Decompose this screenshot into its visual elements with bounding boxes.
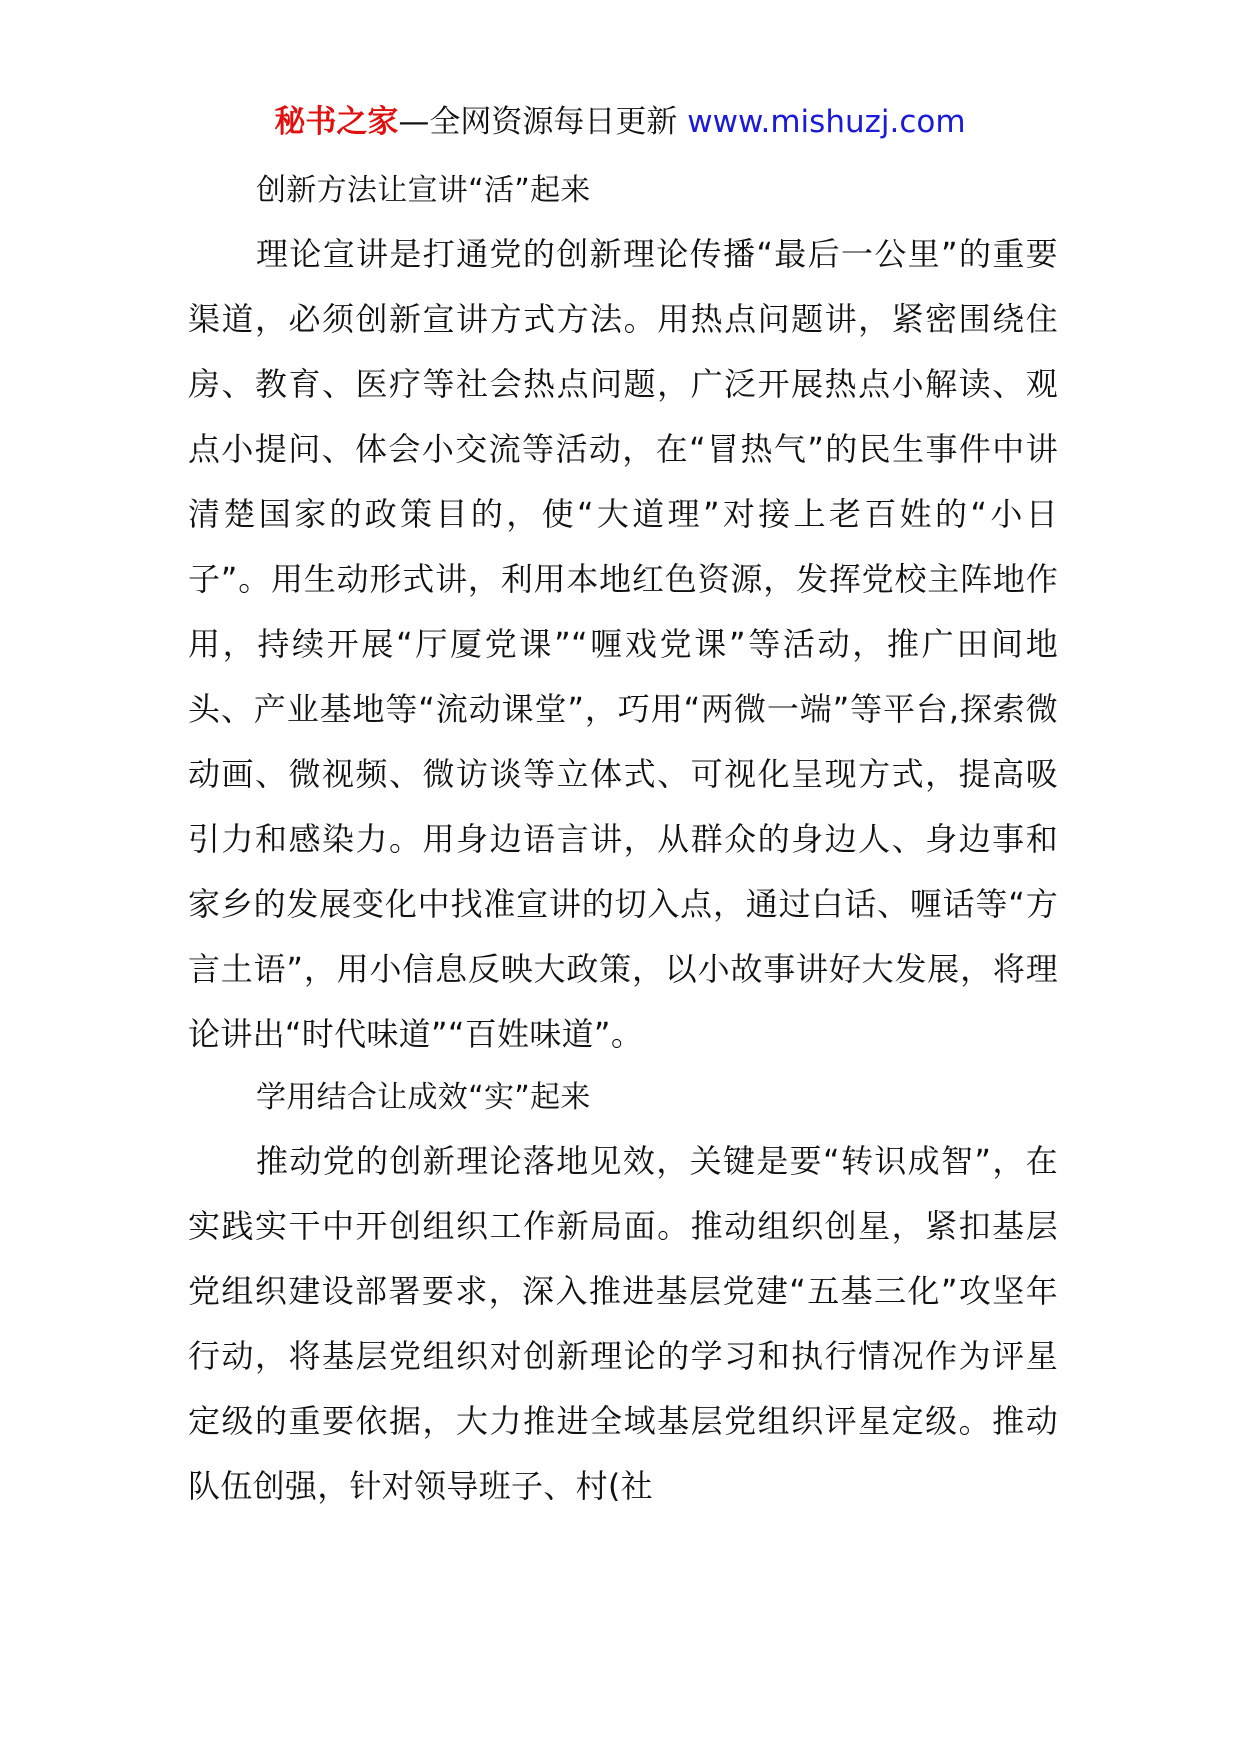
article-body: [188, 160, 1058, 1519]
body-paragraph: 理论宣讲是打通党的创新理论传播“最后一公里”的重要渠道，必须创新宣讲方式方法。用热点问题讲，紧密围绕住房、教育、医疗等社会热点问题，广泛开展热点小解读、观点小提问、体会小交流等活动，在“冒热气”的民生事件中讲清楚国家的政策目的，使“大道理”对接上老百姓的“小日子”。用生动形式讲，利用本地红色资源，发挥党校主阵地作用，持续开展“厅厦党课”“喱戏党课”等活动，推广田间地头、产业基地等“流动课堂”，巧用“两微一端”等平台,探索微动画、微视频、微访谈等立体式、可视化呈现方式，提高吸引力和感染力。用身边语言讲，从群众的身边人、身边事和家乡的发展变化中找准宣讲的切入点，通过白话、喱话等“方言土语”，用小信息反映大政策，以小故事讲好大发展，将理论讲出“时代味道”“百姓味道”。: [188, 235, 1058, 1053]
page-header: [0, 100, 1240, 144]
website-link[interactable]: www.mishuzj.com: [687, 104, 966, 140]
section-heading: 创新方法让宣讲“活”起来: [256, 173, 591, 208]
body-paragraph: 推动党的创新理论落地见效，关键是要“转识成智”，在实践实干中开创组织工作新局面。推动组织创星，紧扣基层党组织建设部署要求，深入推进基层党建“五基三化”攻坚年行动，将基层党组织对创新理论的学习和执行情况作为评星定级的重要依据，大力推进全域基层党组织评星定级。推动队伍创强，针对领导班子、村(社: [188, 1142, 1058, 1505]
brand-name: 秘书之家: [274, 104, 399, 140]
header-tagline: —全网资源每日更新: [398, 104, 688, 140]
section-heading: 学用结合让成效“实”起来: [256, 1080, 591, 1115]
